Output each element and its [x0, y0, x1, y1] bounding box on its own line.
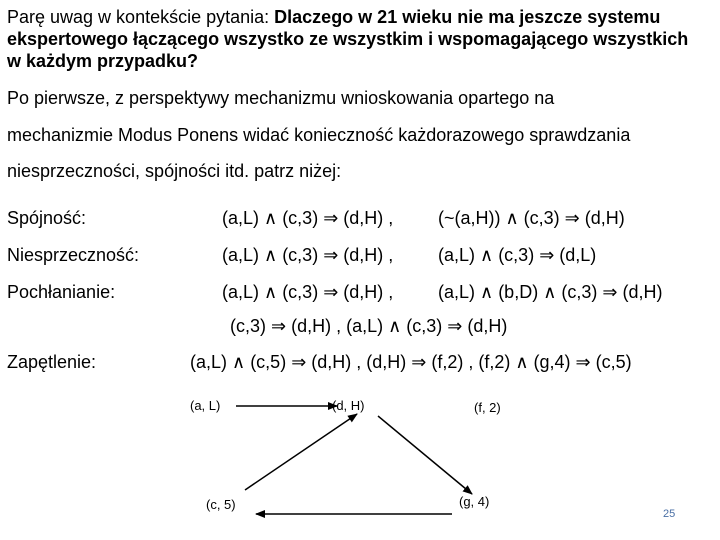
label-niesprzecznosc: Niesprzeczność: — [7, 245, 140, 265]
label-pochlanianie: Pochłanianie: — [7, 282, 116, 302]
formula-pochlanianie-b: (a,L) ∧ (b,D) ∧ (c,3) ⇒ (d,H) — [438, 282, 663, 302]
paragraph-line-1: Po pierwsze, z perspektywy mechanizmu wnioskowania opartego na — [7, 88, 555, 108]
node-aL: (a, L) — [190, 398, 221, 413]
node-g4: (g, 4) — [459, 494, 490, 509]
label-spojnosc: Spójność: — [7, 208, 87, 228]
formula-spojnosc-a: (a,L) ∧ (c,3) ⇒ (d,H) , — [222, 208, 394, 228]
formula-pochlanianie-a: (a,L) ∧ (c,3) ⇒ (d,H) , — [222, 282, 394, 302]
arrow-dH-to-f2 — [378, 416, 472, 494]
formula-spojnosc-b: (~(a,H)) ∧ (c,3) ⇒ (d,H) — [438, 208, 625, 228]
node-dH: (d, H) — [332, 398, 365, 413]
formula-pochlanianie-c: (c,3) ⇒ (d,H) , (a,L) ∧ (c,3) ⇒ (d,H) — [230, 316, 508, 336]
node-c5: (c, 5) — [206, 497, 236, 512]
node-f2: (f, 2) — [474, 400, 501, 415]
label-zapetlenie: Zapętlenie: — [7, 352, 97, 372]
arrow-c5-to-dH — [245, 414, 357, 490]
paragraph-line-3: niesprzeczności, spójności itd. patrz niżej: — [7, 161, 342, 181]
formula-zapetlenie: (a,L) ∧ (c,5) ⇒ (d,H) , (d,H) ⇒ (f,2) , (f,2) ∧ (g,4) ⇒ (c,5) — [190, 352, 632, 372]
intro-prefix: Parę uwag w kontekście pytania: — [7, 7, 275, 27]
formula-niesprzecznosc-b: (a,L) ∧ (c,3) ⇒ (d,L) — [438, 245, 597, 265]
intro-question: Dlaczego w 21 wieku nie ma jeszcze systemu ekspertowego łączącego wszystko ze wszystkim i wspomagającego wszystkich w każdym przypadku? — [7, 7, 689, 71]
page-number: 25 — [663, 508, 676, 520]
formula-niesprzecznosc-a: (a,L) ∧ (c,3) ⇒ (d,H) , — [222, 245, 394, 265]
paragraph-line-2: mechanizmie Modus Ponens widać konieczność każdorazowego sprawdzania — [7, 125, 631, 145]
